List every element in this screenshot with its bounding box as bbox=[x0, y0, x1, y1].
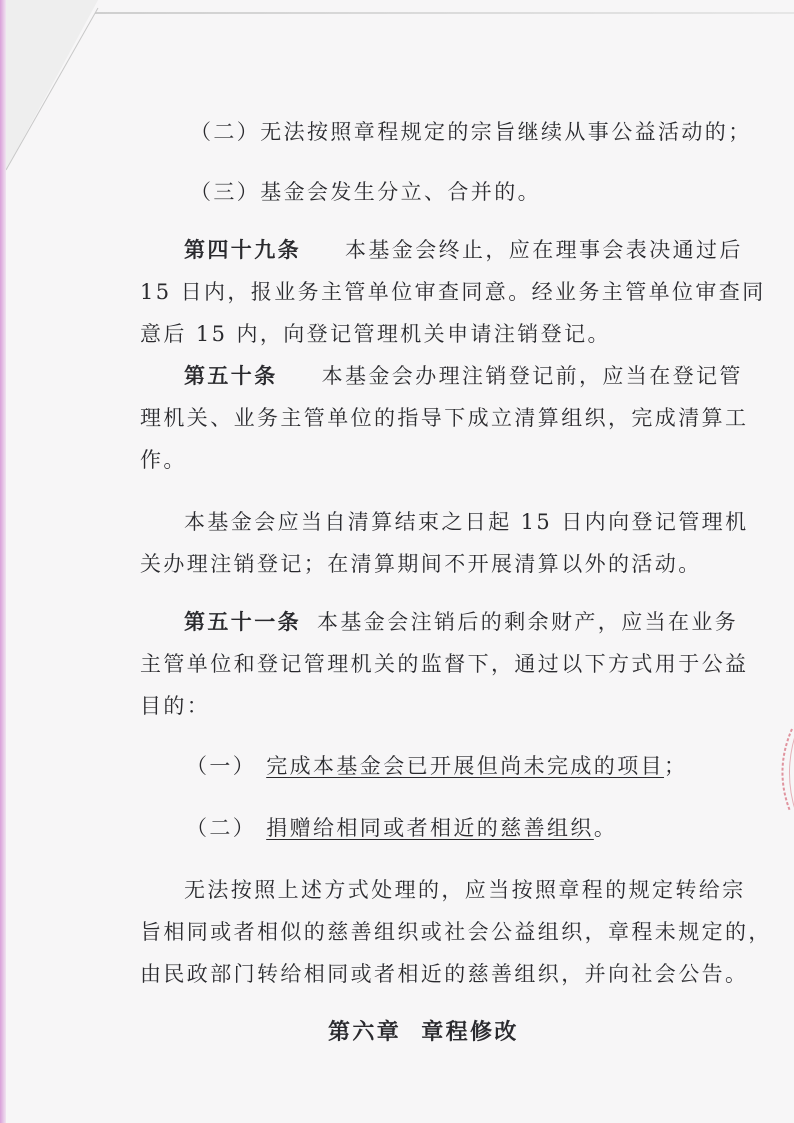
list-item-number: （二） bbox=[186, 816, 257, 840]
paragraph-text: 关办理注销登记；在清算期间不开展清算以外的活动。 bbox=[140, 552, 702, 576]
list-item bbox=[186, 752, 687, 780]
article-51-title: 第五十一条 bbox=[184, 609, 301, 634]
article-text: 意后 15 内，向登记管理机关申请注销登记。 bbox=[140, 322, 611, 346]
list-item-end: 。 bbox=[593, 816, 618, 840]
article-49-title: 第四十九条 bbox=[184, 237, 301, 262]
paragraph-text: 本基金会应当自清算结束之日起 15 日内向登记管理机 bbox=[184, 510, 749, 534]
list-item-number: （一） bbox=[186, 754, 257, 778]
chapter-heading bbox=[328, 1018, 519, 1046]
article-49-first-line bbox=[184, 236, 743, 264]
article-51-first-line bbox=[184, 608, 738, 636]
paragraph-text: 无法按照上述方式处理的，应当按照章程的规定转给宗 bbox=[184, 878, 746, 902]
paragraph-text: 由民政部门转给相同或者相近的慈善组织，并向社会公告。 bbox=[140, 962, 749, 986]
chapter-title: 章程修改 bbox=[421, 1019, 519, 1045]
scan-top-edge bbox=[95, 12, 794, 14]
article-50-title: 第五十条 bbox=[184, 363, 278, 388]
list-item-text: 捐赠给相同或者相近的慈善组织 bbox=[266, 816, 594, 840]
list-item bbox=[186, 814, 617, 842]
article-text: 主管单位和登记管理机关的监督下，通过以下方式用于公益 bbox=[140, 652, 749, 676]
article-50-first-line bbox=[184, 362, 743, 390]
seal-stamp-fragment bbox=[760, 725, 794, 815]
article-text: 本基金会注销后的剩余财产，应当在业务 bbox=[317, 610, 739, 634]
article-text: 作。 bbox=[140, 448, 187, 472]
article-text: 本基金会办理注销登记前，应当在登记管 bbox=[321, 364, 743, 388]
list-item-text: 完成本基金会已开展但尚未完成的项目 bbox=[266, 754, 665, 778]
list-item-end: ； bbox=[664, 754, 688, 778]
article-text: 理机关、业务主管单位的指导下成立清算组织，完成清算工 bbox=[140, 406, 749, 430]
article-text: 目的： bbox=[140, 694, 211, 718]
article-text: 本基金会终止，应在理事会表决通过后 bbox=[345, 238, 743, 262]
folded-corner bbox=[6, 0, 126, 190]
chapter-number: 第六章 bbox=[328, 1019, 402, 1045]
clause-line: （二）无法按照章程规定的宗旨继续从事公益活动的； bbox=[190, 120, 752, 144]
paragraph-text: 旨相同或者相似的慈善组织或社会公益组织，章程未规定的， bbox=[140, 920, 772, 944]
article-text: 15 日内，报业务主管单位审查同意。经业务主管单位审查同 bbox=[140, 280, 766, 304]
clause-line: （三）基金会发生分立、合并的。 bbox=[190, 180, 541, 204]
